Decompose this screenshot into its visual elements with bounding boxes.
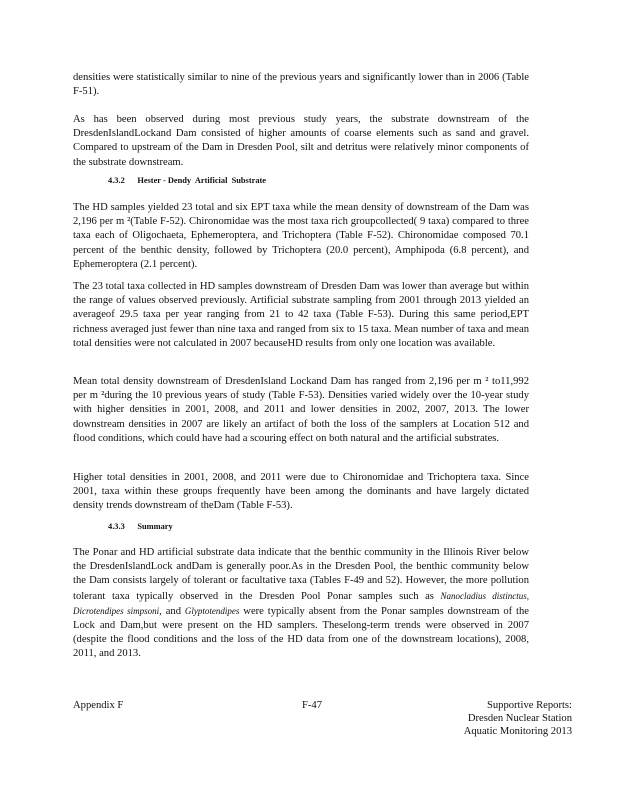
paragraph-hd-samples: The HD samples yielded 23 total and six EPT taxa while the mean density of downstream of the Dam was 2,196 per m ²(Table F-52). Chironomidae was the most taxa rich groupcollected( 9 taxa) compared to three taxa each of Oligochaeta, Ephemeroptera, and Trichoptera (Table F-52). Chironomidae composed 70.1 percent of the benthic density, followed by Trichoptera (20.0 percent), Amphipoda (6.8 percent), and Ephemeroptera (2.1 percent). — [73, 202, 529, 270]
section-heading-4-3-3 — [108, 522, 173, 531]
footer-right-line: Supportive Reports: — [486, 700, 572, 711]
footer-left: Appendix F — [73, 700, 124, 711]
paragraph-substrate: As has been observed during most previous study years, the substrate downstream of the DresdenIslandLockand Dam consisted of higher amounts of coarse elements such as sand and gravel. Compared to upstream of the Dam in Dresden Pool, silt and detritus were relatively minor components of the substrate downstream. — [73, 114, 529, 168]
taxon-name: Glyptotendipes — [184, 605, 240, 616]
summary-text-end: were typically absent from the Ponar samples downstream of the Lock and Dam,but were present on the HD samplers. Theselong-term trends were observed in 2007 (despite the flood conditions and the loss of the HD data from one of the downstream locations), 2008, 2011, and 2013. — [73, 605, 529, 660]
taxon-name: Dicrotendipes simpsoni — [73, 605, 160, 616]
section-title: Summary — [137, 522, 173, 531]
summary-text-start: The Ponar and HD artificial substrate data indicate that the benthic community in the Illinois River below the DresdenIslandLock andDam is generally poor.As in the Dresden Pool, the benthic community below the Dam consists largely of tolerant or facultative taxa (Tables F-49 and 52). However, the more pollution tolerant taxa typically observed in the Dresden Pool Ponar samples such as — [73, 547, 529, 602]
summary-text-mid: , and — [159, 605, 185, 617]
footer-right-line: Dresden Nuclear Station — [467, 713, 572, 724]
paragraph-taxa-collected: The 23 total taxa collected in HD samples downstream of Dresden Dam was lower than average but within the range of values observed previously. Artificial substrate sampling from 2001 through 2013 yielded an averageof 29.5 taxa per year ranging from 21 to 42 taxa (Table F-53). During this same period,EPT richness averaged just fewer than nine taxa and ranged from six to 15 taxa. Mean number of taxa and mean total densities were not calculated in 2007 becauseHD results from only one location was available. — [73, 281, 529, 349]
footer-right-line: Aquatic Monitoring 2013 — [463, 726, 572, 737]
section-heading-4-3-2 — [108, 176, 266, 185]
paragraph-mean-density: Mean total density downstream of DresdenIsland Lockand Dam has ranged from 2,196 per m ² to11,992 per m ²during the 10 previous years of study (Table F-53). Densities varied widely over the 10-year study with higher densities in 2001, 2008, and 2011 and lower densities in 2002, 2007, 2013. The lower downstream densities in 2007 are likely an artifact of both the loss of the samplers at Location 512 and flood conditions, which could have had a scouring effect on both natural and the artificial substrates. — [73, 376, 529, 444]
paragraph-summary — [73, 546, 529, 662]
section-number: 4.3.2 — [108, 176, 125, 185]
paragraph-density-comparison: densities were statistically similar to nine of the previous years and significantly lower than in 2006 (Table F-51). — [73, 72, 529, 98]
taxon-name: Nanocladius distinctus, — [440, 590, 529, 601]
footer-right — [464, 699, 572, 738]
footer-page-number: F-47 — [302, 700, 323, 711]
paragraph-higher-densities: Higher total densities in 2001, 2008, and 2011 were due to Chironomidae and Trichoptera taxa. Since 2001, taxa within these groups frequently have been among the dominants and have largely dictated density trends downstream of theDam (Table F-53). — [73, 472, 529, 512]
section-number: 4.3.3 — [108, 522, 125, 531]
section-title: Hester - Dendy Artificial Substrate — [137, 176, 267, 185]
